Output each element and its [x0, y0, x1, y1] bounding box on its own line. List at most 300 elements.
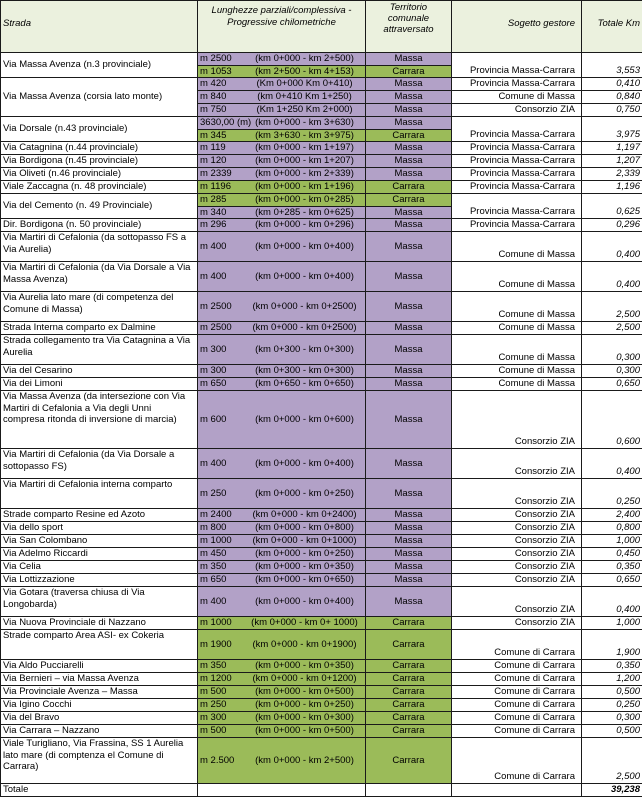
segment: [198, 630, 365, 659]
lunghezza-cell: [198, 712, 366, 725]
territorio-value: Massa: [366, 561, 451, 573]
table-row: [1, 181, 642, 194]
gestore-cell: Comune di Massa: [452, 378, 582, 391]
segment: [198, 206, 365, 218]
segment: [198, 142, 365, 154]
segment: [198, 660, 365, 672]
segment-progressive: (km 2+500 - km 4+153): [255, 65, 354, 77]
territorio-cell: [366, 673, 452, 686]
totale-cell: 0,400: [582, 232, 642, 262]
territorio-cell: [366, 449, 452, 479]
lunghezza-cell: [198, 738, 366, 784]
segment-progressive: (km 0+410 Km 1+250): [257, 91, 352, 103]
segment: [198, 561, 365, 573]
strada-cell: Via Bernieri – via Massa Avenza: [1, 673, 198, 686]
table-row: [1, 712, 642, 725]
gestore-cell: Comune di Massa: [452, 262, 582, 292]
segment: [198, 522, 365, 534]
territorio-cell: [366, 535, 452, 548]
segment: [198, 378, 365, 390]
lunghezza-cell: [198, 262, 366, 292]
segment-progressive: (km 0+000 - km 0+600): [255, 413, 354, 425]
lunghezza-cell: [198, 53, 366, 78]
lunghezza-cell: [198, 561, 366, 574]
lunghezza-cell: [198, 104, 366, 117]
segment-progressive: (km 0+000 - km 2+500): [255, 754, 354, 766]
segment-length: m 650: [200, 574, 227, 586]
gestore-cell: Comune di Carrara: [452, 699, 582, 712]
segment-progressive: (km 0+000 - km 3+630): [255, 117, 354, 129]
segment: [198, 725, 365, 737]
segment-length: m 800: [200, 522, 227, 534]
table-row: [1, 630, 642, 660]
segment-progressive: (km 0+000 - km 0+500): [255, 725, 354, 737]
segment: [198, 449, 365, 478]
gestore-cell: Consorzio ZIA: [452, 548, 582, 561]
col-header-lunghezze-line2: Progressive chilometriche: [227, 17, 336, 28]
segment-length: m 2500: [200, 322, 232, 334]
territorio-cell: [366, 262, 452, 292]
gestore-cell: Provincia Massa-Carrara: [452, 219, 582, 232]
segment-length: m 750: [200, 104, 227, 116]
territorio-value: Massa: [366, 104, 451, 116]
territorio-value: Massa: [366, 378, 451, 390]
totale-cell: 0,750: [582, 104, 642, 117]
totale-cell: 0,400: [582, 449, 642, 479]
lunghezza-cell: [198, 479, 366, 509]
segment-length: m 400: [200, 457, 227, 469]
strada-cell: Via Oliveti (n.46 provinciale): [1, 168, 198, 181]
territorio-cell: [366, 522, 452, 535]
strada-cell: Via Aurelia lato mare (di competenza del Comune di Massa): [1, 292, 198, 322]
totale-cell: 1,200: [582, 673, 642, 686]
segment: [198, 738, 365, 783]
territorio-value: Massa: [366, 117, 451, 129]
gestore-cell: Provincia Massa-Carrara: [452, 155, 582, 168]
territorio-cell: [366, 725, 452, 738]
strada-cell: Via del Cesarino: [1, 365, 198, 378]
territorio-cell: [366, 738, 452, 784]
gestore-cell: Provincia Massa-Carrara: [452, 53, 582, 78]
gestore-cell: Consorzio ZIA: [452, 449, 582, 479]
totale-cell: 2,500: [582, 292, 642, 322]
strada-cell: Via Gotara (traversa chiusa di Via Longobarda): [1, 587, 198, 617]
gestore-cell: Comune di Massa: [452, 322, 582, 335]
totale-cell: 0,600: [582, 391, 642, 449]
total-empty-1: [198, 784, 366, 797]
segment: [198, 479, 365, 508]
strada-cell: Strade comparto Area ASI- ex Cokeria: [1, 630, 198, 660]
segment-length: m 1000: [200, 535, 232, 547]
territorio-cell: [366, 181, 452, 194]
territorio-value: Massa: [366, 574, 451, 586]
segment: [198, 617, 365, 629]
segment: [198, 65, 365, 77]
strada-cell: Strade comparto Resine ed Azoto: [1, 509, 198, 522]
segment-progressive: (km 0+300 - km 0+300): [255, 365, 354, 377]
gestore-cell: Comune di Massa: [452, 335, 582, 365]
total-row: [1, 784, 642, 797]
segment-progressive: (km 0+285 - km 0+625): [255, 206, 354, 218]
totale-cell: 0,350: [582, 561, 642, 574]
table-row: [1, 335, 642, 365]
segment-length: m 250: [200, 699, 227, 711]
gestore-cell: Consorzio ZIA: [452, 479, 582, 509]
gestore-cell: Consorzio ZIA: [452, 522, 582, 535]
segment-progressive: (Km 1+250 Km 2+000): [256, 104, 353, 116]
totale-cell: 0,650: [582, 378, 642, 391]
segment-progressive: (km 0+000 - km 0+350): [255, 660, 354, 672]
territorio-cell: [366, 561, 452, 574]
totale-cell: 0,250: [582, 699, 642, 712]
segment: [198, 292, 365, 321]
strada-cell: Via San Colombano: [1, 535, 198, 548]
lunghezza-cell: [198, 322, 366, 335]
territorio-cell: [366, 587, 452, 617]
segment-progressive: (km 0+000 - km 0+250): [255, 699, 354, 711]
gestore-cell: Comune di Massa: [452, 365, 582, 378]
table-row: [1, 686, 642, 699]
territorio-value: Massa: [366, 206, 451, 218]
segment-progressive: (km 0+000 - km 0+400): [255, 270, 354, 282]
col-header-territorio-line3: attraversato: [383, 24, 434, 35]
totale-cell: 0,650: [582, 574, 642, 587]
territorio-cell: [366, 232, 452, 262]
segment: [198, 686, 365, 698]
territorio-value: Massa: [366, 142, 451, 154]
segment: [198, 181, 365, 193]
territorio-cell: [366, 168, 452, 181]
segment-progressive: (km 0+000 - km 0+2500): [252, 322, 357, 334]
lunghezza-cell: [198, 686, 366, 699]
segment: [198, 509, 365, 521]
totale-cell: 0,500: [582, 686, 642, 699]
territorio-value: Massa: [366, 509, 451, 521]
territorio-cell: [366, 378, 452, 391]
segment-length: m 400: [200, 270, 227, 282]
strada-cell: Via dei Limoni: [1, 378, 198, 391]
gestore-cell: Provincia Massa-Carrara: [452, 194, 582, 219]
totale-cell: 0,500: [582, 725, 642, 738]
strada-cell: Via Aldo Pucciarelli: [1, 660, 198, 673]
territorio-value: Massa: [366, 292, 451, 321]
table-row: [1, 378, 642, 391]
territorio-value: Carrara: [366, 660, 451, 672]
segment-length: m 300: [200, 365, 227, 377]
strada-cell: Via Massa Avenza (corsia lato monte): [1, 78, 198, 117]
territorio-value: Carrara: [366, 725, 451, 737]
segment-length: m 500: [200, 686, 227, 698]
totale-cell: 1,207: [582, 155, 642, 168]
segment-length: m 650: [200, 378, 227, 390]
gestore-cell: Comune di Carrara: [452, 712, 582, 725]
gestore-cell: Provincia Massa-Carrara: [452, 78, 582, 91]
segment-progressive: (km 0+000 - km 0+285): [255, 194, 354, 206]
territorio-value: Massa: [366, 78, 451, 90]
segment: [198, 365, 365, 377]
territorio-cell: [366, 699, 452, 712]
territorio-value: Massa: [366, 91, 451, 103]
col-header-totale: Totale Km: [582, 1, 642, 53]
segment: [198, 391, 365, 448]
segment: [198, 262, 365, 291]
lunghezza-cell: [198, 335, 366, 365]
territorio-cell: [366, 335, 452, 365]
col-header-lunghezze-line1: Lunghezze parziali/complessiva -: [211, 5, 352, 16]
strada-cell: Via Carrara – Nazzano: [1, 725, 198, 738]
totale-cell: 0,350: [582, 660, 642, 673]
gestore-cell: Consorzio ZIA: [452, 391, 582, 449]
territorio-value: Massa: [366, 365, 451, 377]
territorio-cell: [366, 712, 452, 725]
segment: [198, 673, 365, 685]
territorio-value: Carrara: [366, 738, 451, 783]
table-row: [1, 660, 642, 673]
segment-progressive: (km 0+000 - km 0+296): [255, 219, 354, 231]
segment-progressive: (km 3+630 - km 3+975): [255, 129, 354, 141]
total-empty-2: [366, 784, 452, 797]
table-row: [1, 509, 642, 522]
segment-length: m 500: [200, 725, 227, 737]
territorio-cell: [366, 155, 452, 168]
segment-length: m 300: [200, 343, 227, 355]
total-label: Totale: [1, 784, 198, 797]
lunghezza-cell: [198, 292, 366, 322]
table-row: [1, 673, 642, 686]
segment-progressive: (km 0+650 - km 0+650): [255, 378, 354, 390]
strada-cell: Via Provinciale Avenza – Massa: [1, 686, 198, 699]
totale-cell: 0,400: [582, 262, 642, 292]
strada-cell: Via Catagnina (n.44 provinciale): [1, 142, 198, 155]
table-row: [1, 699, 642, 712]
lunghezza-cell: [198, 142, 366, 155]
totale-cell: 2,500: [582, 322, 642, 335]
territorio-cell: [366, 548, 452, 561]
table-row: [1, 292, 642, 322]
table-row: [1, 738, 642, 784]
lunghezza-cell: [198, 522, 366, 535]
territorio-cell: [366, 78, 452, 91]
lunghezza-cell: [198, 617, 366, 630]
lunghezza-cell: [198, 660, 366, 673]
segment-length: m 1196: [200, 181, 231, 193]
segment-length: m 2339: [200, 168, 232, 180]
territorio-cell: [366, 219, 452, 232]
segment: [198, 574, 365, 586]
segment-progressive: (km 0+300 - km 0+300): [255, 343, 354, 355]
gestore-cell: Provincia Massa-Carrara: [452, 181, 582, 194]
gestore-cell: Comune di Massa: [452, 232, 582, 262]
table-body: [1, 53, 642, 797]
segment-progressive: (km 0+000 - km 0+2500): [252, 300, 357, 312]
segment-progressive: (km 0+000 - km 0+500): [255, 686, 354, 698]
lunghezza-cell: [198, 725, 366, 738]
segment-length: m 600: [200, 413, 227, 425]
totale-cell: 0,400: [582, 587, 642, 617]
table-row: [1, 522, 642, 535]
segment-length: m 1053: [200, 65, 232, 77]
lunghezza-cell: [198, 587, 366, 617]
gestore-cell: Consorzio ZIA: [452, 574, 582, 587]
totale-cell: 0,300: [582, 335, 642, 365]
territorio-value: Carrara: [366, 194, 451, 206]
gestore-cell: Consorzio ZIA: [452, 104, 582, 117]
strada-cell: Via Adelmo Riccardi: [1, 548, 198, 561]
strada-cell: Via Celia: [1, 561, 198, 574]
totale-cell: 1,900: [582, 630, 642, 660]
segment-progressive: (km 0+000 - km 0+ 1000): [251, 617, 358, 629]
gestore-cell: Comune di Carrara: [452, 660, 582, 673]
territorio-cell: [366, 479, 452, 509]
territorio-value: Massa: [366, 449, 451, 478]
territorio-value: Massa: [366, 391, 451, 448]
col-header-lunghezze: [198, 1, 366, 53]
gestore-cell: Provincia Massa-Carrara: [452, 117, 582, 142]
gestore-cell: Consorzio ZIA: [452, 617, 582, 630]
territorio-cell: [366, 660, 452, 673]
segment-progressive: (km 0+000 - km 0+350): [255, 561, 354, 573]
lunghezza-cell: [198, 574, 366, 587]
territorio-value: Carrara: [366, 686, 451, 698]
table-row: [1, 391, 642, 449]
gestore-cell: Comune di Massa: [452, 292, 582, 322]
strada-cell: Viale Turigliano, Via Frassina, SS 1 Aurelia lato mare (di comptenza el Comune di Carrara): [1, 738, 198, 784]
territorio-value: Carrara: [366, 630, 451, 659]
totale-cell: 0,450: [582, 548, 642, 561]
strada-cell: Via dello sport: [1, 522, 198, 535]
segment-progressive: (km 0+000 - km 0+250): [255, 548, 354, 560]
table-row: [1, 53, 642, 78]
strada-cell: Via Martiri di Cefalonia (da Via Dorsale a sottopasso FS): [1, 449, 198, 479]
territorio-cell: [366, 322, 452, 335]
segment: [198, 587, 365, 616]
table-row: [1, 194, 642, 219]
segment-progressive: (km 0+000 - km 0+650): [255, 574, 354, 586]
segment-progressive: (km 0+000 - km 0+800): [255, 522, 354, 534]
segment-length: m 350: [200, 660, 227, 672]
totale-cell: 2,500: [582, 738, 642, 784]
segment: [198, 129, 365, 141]
territorio-value: Carrara: [366, 129, 451, 141]
segment-length: m 840: [200, 91, 227, 103]
segment: [198, 712, 365, 724]
totale-cell: 0,300: [582, 365, 642, 378]
table-row: [1, 587, 642, 617]
segment-progressive: (km 0+000 - km 0+1900): [252, 638, 357, 650]
segment: [198, 335, 365, 364]
lunghezza-cell: [198, 449, 366, 479]
territorio-cell: [366, 117, 452, 142]
gestore-cell: Consorzio ZIA: [452, 587, 582, 617]
gestore-cell: Comune di Carrara: [452, 738, 582, 784]
segment-progressive: (km 0+000 - km 0+400): [255, 240, 354, 252]
table-row: [1, 617, 642, 630]
territorio-value: Massa: [366, 535, 451, 547]
table-row: [1, 365, 642, 378]
segment-progressive: (km 0+000 - km 0+2400): [252, 509, 357, 521]
totale-cell: 0,300: [582, 712, 642, 725]
strada-cell: Via Martiri di Cefalonia (da Via Dorsale a Via Massa Avenza): [1, 262, 198, 292]
gestore-cell: Provincia Massa-Carrara: [452, 142, 582, 155]
segment-length: m 285: [200, 194, 227, 206]
segment-length: m 1200: [200, 673, 232, 685]
segment-progressive: (km 0+000 - km 1+196): [255, 181, 354, 193]
gestore-cell: Consorzio ZIA: [452, 535, 582, 548]
segment-length: m 120: [200, 155, 227, 167]
total-empty-3: [452, 784, 582, 797]
segment: [198, 194, 365, 206]
segment-length: m 2500: [200, 300, 232, 312]
strada-cell: Via Igino Cocchi: [1, 699, 198, 712]
table-row: [1, 322, 642, 335]
totale-cell: 0,250: [582, 479, 642, 509]
territorio-value: Massa: [366, 262, 451, 291]
strada-cell: Via Bordigona (n.45 provinciale): [1, 155, 198, 168]
strada-cell: Via Martiri di Cefalonia interna comparto: [1, 479, 198, 509]
segment: [198, 117, 365, 129]
territorio-cell: [366, 142, 452, 155]
segment: [198, 322, 365, 334]
col-header-territorio: [366, 1, 452, 53]
segment-length: m 2400: [200, 509, 232, 521]
segment-progressive: (km 0+000 - km 0+1200): [252, 673, 357, 685]
strada-cell: Strada Interna comparto ex Dalmine: [1, 322, 198, 335]
territorio-value: Massa: [366, 53, 451, 65]
territorio-cell: [366, 686, 452, 699]
table-header-row: [1, 1, 642, 53]
territorio-cell: [366, 617, 452, 630]
segment: [198, 53, 365, 65]
territorio-cell: [366, 53, 452, 78]
gestore-cell: Comune di Carrara: [452, 725, 582, 738]
segment-length: m 250: [200, 487, 227, 499]
gestore-cell: Provincia Massa-Carrara: [452, 168, 582, 181]
territorio-value: Massa: [366, 522, 451, 534]
segment: [198, 219, 365, 231]
segment-length: m 450: [200, 548, 227, 560]
table-row: [1, 117, 642, 142]
territorio-cell: [366, 574, 452, 587]
table-row: [1, 142, 642, 155]
territorio-cell: [366, 365, 452, 378]
segment-length: m 400: [200, 595, 227, 607]
segment-progressive: (km 0+000 - km 0+400): [255, 595, 354, 607]
strada-cell: Strada collegamento tra Via Catagnina a Via Aurelia: [1, 335, 198, 365]
territorio-value: Massa: [366, 155, 451, 167]
segment-length: m 340: [200, 206, 227, 218]
table-row: [1, 78, 642, 91]
table-row: [1, 535, 642, 548]
territorio-value: Massa: [366, 168, 451, 180]
strada-cell: Dir. Bordigona (n. 50 provinciale): [1, 219, 198, 232]
segment-progressive: (km 0+000 - km 1+197): [255, 142, 354, 154]
table-row: [1, 725, 642, 738]
lunghezza-cell: [198, 232, 366, 262]
territorio-value: Massa: [366, 322, 451, 334]
table-row: [1, 168, 642, 181]
territorio-cell: [366, 194, 452, 219]
lunghezza-cell: [198, 78, 366, 91]
table-row: [1, 219, 642, 232]
strada-cell: Via del Cemento (n. 49 Provinciale): [1, 194, 198, 219]
segment-length: m 2500: [200, 53, 232, 65]
totale-cell: 0,296: [582, 219, 642, 232]
territorio-value: Massa: [366, 479, 451, 508]
table-row: [1, 548, 642, 561]
totale-cell: 1,197: [582, 142, 642, 155]
strada-cell: Via Nuova Provinciale di Nazzano: [1, 617, 198, 630]
territorio-cell: [366, 292, 452, 322]
